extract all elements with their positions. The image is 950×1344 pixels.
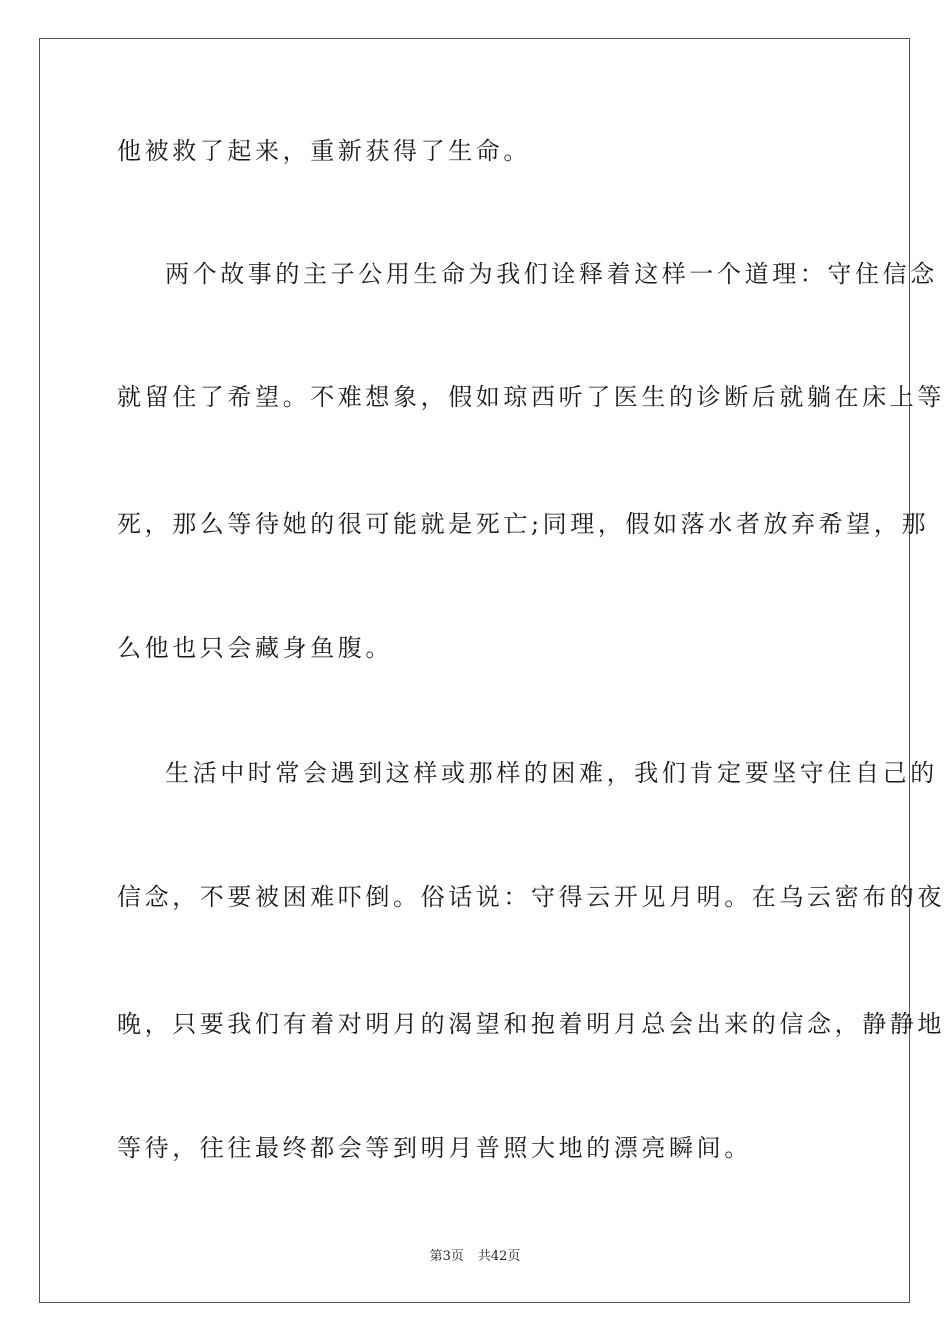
text-line: 信念，不要被困难吓倒。俗话说：守得云开见月明。在乌云密布的夜 — [117, 883, 945, 911]
page-total: 共42页 — [477, 1249, 521, 1264]
page-border — [39, 38, 945, 1303]
text-line: 么他也只会藏身鱼腹。 — [117, 634, 393, 662]
text-line: 他被救了起来，重新获得了生命。 — [117, 137, 531, 165]
page-footer — [0, 1248, 950, 1266]
text-line: 死，那么等待她的很可能就是死亡;同理，假如落水者放弃希望，那 — [117, 510, 930, 538]
text-line: 晚，只要我们有着对明月的渴望和抱着明月总会出来的信念，静静地 — [117, 1010, 945, 1038]
text-line: 就留住了希望。不难想象，假如琼西听了医生的诊断后就躺在床上等 — [117, 383, 945, 411]
text-line: 两个故事的主子公用生命为我们诠释着这样一个道理：守住信念 — [165, 260, 938, 288]
page-number: 第3页 — [429, 1249, 464, 1264]
text-line: 等待，往往最终都会等到明月普照大地的漂亮瞬间。 — [117, 1134, 752, 1162]
text-line: 生活中时常会遇到这样或那样的困难，我们肯定要坚守住自己的 — [165, 759, 938, 787]
